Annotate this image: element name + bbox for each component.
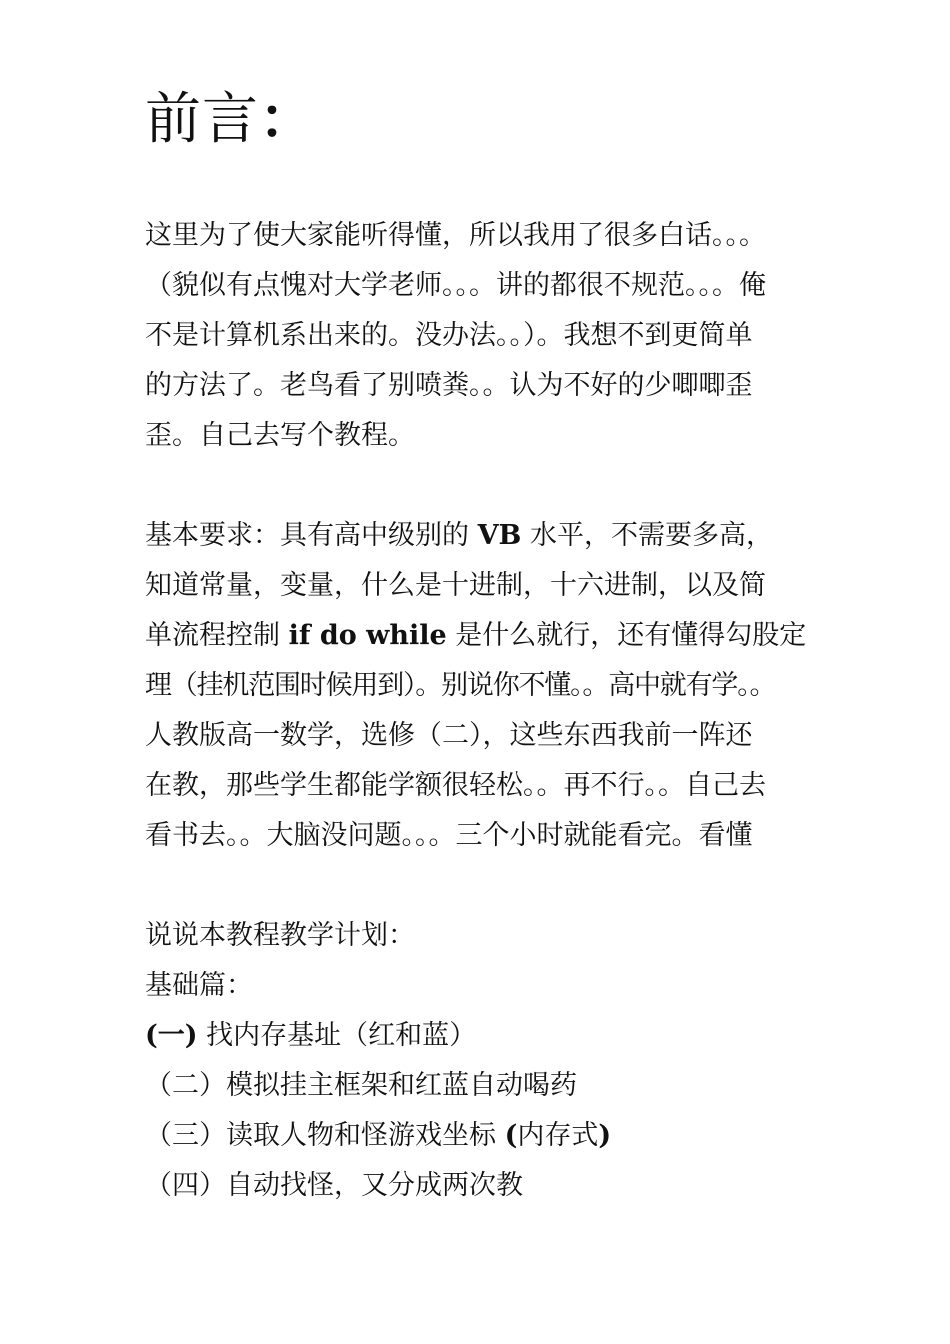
- intro-line: 的方法了。老鸟看了别喷粪。。认为不好的少唧唧歪: [145, 370, 753, 401]
- plan-item-paren: (: [504, 1120, 518, 1151]
- requirements-text: 是什么就行，还有懂得勾股定: [446, 620, 807, 651]
- plan-basic-label: 基础篇：: [145, 970, 253, 1001]
- plan-item-paren: ): [598, 1120, 612, 1151]
- intro-line: 歪。自己去写个教程。: [145, 420, 415, 451]
- title-text: 前言: [145, 87, 259, 152]
- requirements-line: 知道常量，变量，什么是十进制，十六进制，以及简: [145, 570, 766, 601]
- requirements-line: 看书去。。大脑没问题。。。三个小时就能看完。看懂: [145, 820, 753, 851]
- intro-paragraph: [145, 211, 810, 461]
- document-page: [145, 80, 810, 1211]
- plan-heading: 说说本教程教学计划：: [145, 920, 415, 951]
- requirements-line: 在教，那些学生都能学额很轻松。。再不行。。自己去: [145, 770, 766, 801]
- requirements-line: 人教版高一数学，选修（二），这些东西我前一阵还: [145, 720, 753, 751]
- title-colon: ：: [259, 86, 316, 152]
- page-title: [145, 80, 810, 159]
- vb-keyword: VB: [477, 520, 522, 551]
- requirements-line: 理（挂机范围时候用到）。别说你不懂。。高中就有学。。: [145, 670, 776, 701]
- plan-item-text: 内存式: [517, 1120, 599, 1151]
- control-flow-keywords: if do while: [288, 620, 447, 651]
- plan-item-1: [145, 1011, 810, 1061]
- spacer: [145, 861, 810, 911]
- intro-line: 不是计算机系出来的。没办法。。）。我想不到更简单: [145, 320, 753, 351]
- intro-line: 这里为了使大家能听得懂，所以我用了很多白话。。。: [145, 220, 766, 251]
- plan-item-number: (一): [145, 1020, 198, 1051]
- teaching-plan: [145, 911, 810, 1211]
- requirements-text: 基本要求：具有高中级别的: [145, 520, 478, 551]
- requirements-text: 单流程控制: [145, 620, 289, 651]
- plan-item-text: 找内存基址（红和蓝）: [197, 1020, 477, 1051]
- plan-item-3: [145, 1111, 810, 1161]
- requirements-text: 水平，不需要多高，: [521, 520, 773, 551]
- requirements-line: [145, 511, 810, 561]
- plan-item-text: （三）读取人物和怪游戏坐标: [145, 1120, 505, 1151]
- spacer: [145, 461, 810, 511]
- intro-line: （貌似有点愧对大学老师。。。讲的都很不规范。。。俺: [145, 270, 766, 301]
- requirements-line: [145, 611, 810, 661]
- requirements-paragraph: [145, 511, 810, 861]
- plan-item-4: （四）自动找怪，又分成两次教: [145, 1170, 523, 1201]
- plan-item-2: （二）模拟挂主框架和红蓝自动喝药: [145, 1070, 577, 1101]
